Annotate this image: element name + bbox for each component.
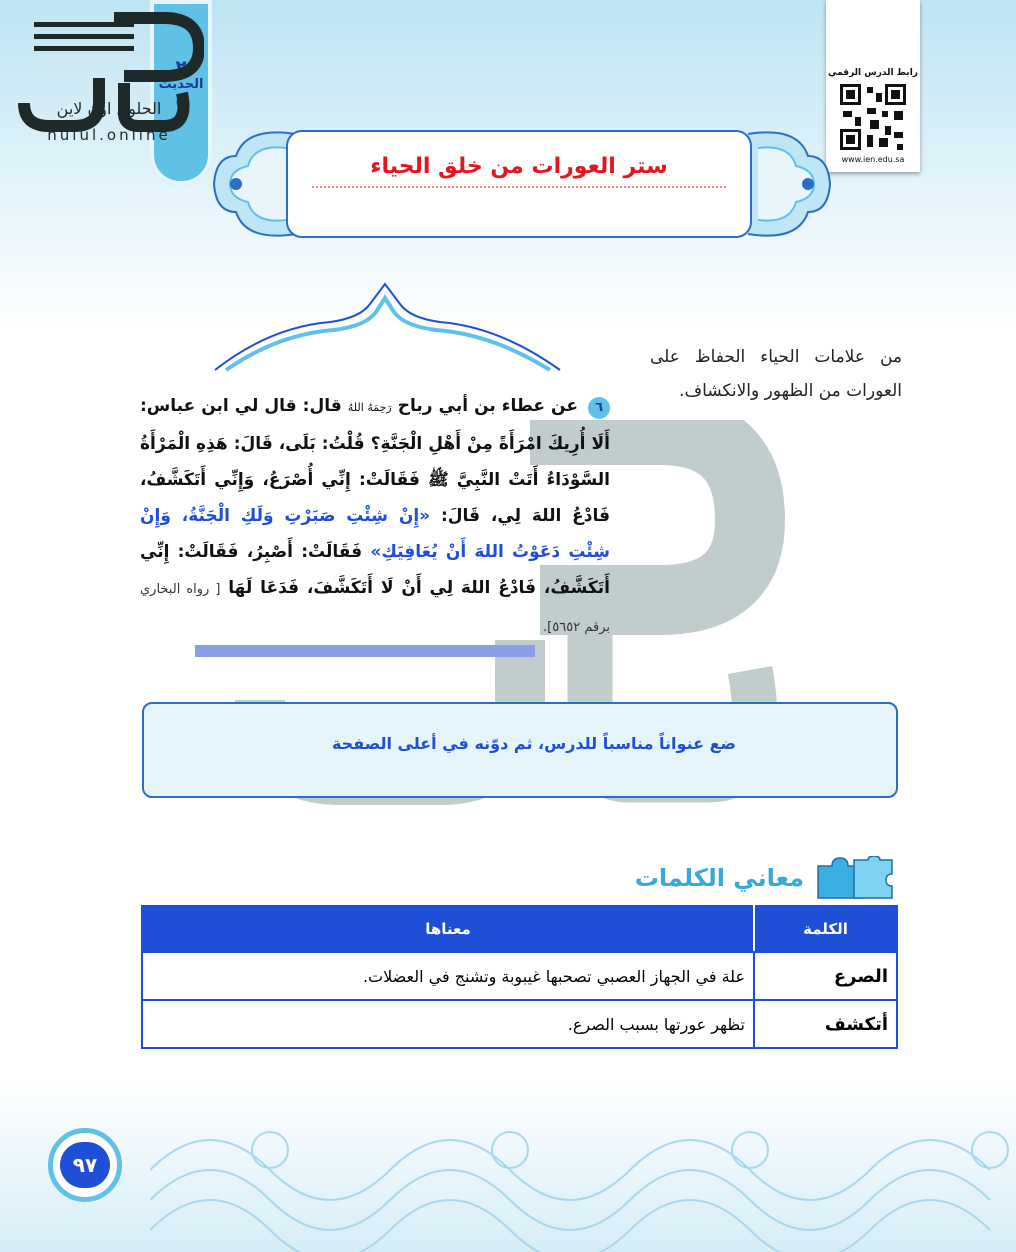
badge-line: الحديث <box>158 76 204 92</box>
ornament-right <box>746 126 838 242</box>
dome-decoration <box>210 282 630 372</box>
qr-code-icon[interactable] <box>837 81 909 153</box>
qr-url[interactable]: www.ien.edu.sa <box>841 155 905 164</box>
vocab-meaning: علة في الجهاز العصبي تصحبها غيبوبة وتشنج في العضلات. <box>142 952 754 1000</box>
logo-latin: hulul.online <box>47 126 171 144</box>
hadith-source: [ رواه البخاري برقم ٥٦٥٢]. <box>140 582 610 635</box>
column-header-meaning: معناها <box>142 906 754 952</box>
qr-card[interactable] <box>826 0 920 172</box>
lesson-title: ستر العورات من خلق الحياء <box>370 154 668 179</box>
qr-label: رابط الدرس الرقمي <box>828 68 918 78</box>
prophet-salutation: ﷺ <box>428 470 449 490</box>
puzzle-icon <box>814 856 896 900</box>
page-number: ٩٧ <box>60 1142 110 1188</box>
hadith-number: ٦ <box>588 397 610 419</box>
badge-number: ٥ <box>175 91 187 113</box>
vocab-meaning: تظهر عورتها بسبب الصرع. <box>142 1000 754 1048</box>
intro-paragraph: من علامات الحياء الحفاظ على العورات من الظهور والانكشاف. <box>650 347 902 401</box>
vocab-word: الصرع <box>754 952 897 1000</box>
hadith-text <box>140 388 610 646</box>
table-header-row <box>142 906 897 952</box>
hadith-part3: فَقَالَتْ: أَصْبِرُ، فَقَالَتْ: إِنِّي أَتَكَشَّفُ، فَادْعُ اللهَ لِي أَنْ لَا أَتَكَشَّفَ، فَدَعَا لَهَا <box>140 542 610 598</box>
table-row <box>142 952 897 1000</box>
prophet-words: «إِنْ شِئْتِ صَبَرْتِ وَلَكِ الْجَنَّةُ، وَإِنْ شِئْتِ دَعَوْتُ اللهَ أَنْ يُعَافِيَكِ» <box>140 506 610 562</box>
hadith-narrator: عن عطاء بن أبي رباح <box>397 396 578 416</box>
table-row <box>142 1000 897 1048</box>
title-underline <box>312 186 726 188</box>
column-header-word: الكلمة <box>754 906 897 952</box>
vocabulary-heading <box>635 856 896 900</box>
vocabulary-title: معاني الكلمات <box>634 864 804 892</box>
logo-brand: الحلول اون لاين <box>56 99 162 118</box>
hadith-narrator-honorific: رَحِمَهُ اللهُ <box>347 401 392 414</box>
hulul-logo <box>14 8 204 148</box>
activity-box[interactable] <box>142 702 898 798</box>
vocab-word: أتكشف <box>754 1000 897 1048</box>
footer-pattern <box>150 1090 1016 1252</box>
badge-unit: ٢ <box>175 57 187 78</box>
ornament-left <box>206 126 298 242</box>
vocabulary-table <box>141 905 898 1049</box>
activity-instruction: ضع عنواناً مناسباً للدرس، ثم دوّنه في أعلى الصفحة <box>331 734 736 753</box>
page-number-badge <box>48 1128 122 1202</box>
hadith-part1: قال: قال لي ابن عباس: أَلَا أُرِيكَ امْرَأَةً مِنْ أَهْلِ الْجَنَّةِ؟ قُلْتُ: بَلَى، قَالَ: هَذِهِ الْمَرْأَةُ السَّوْدَاءُ أَتَتْ النَّبِيَّ <box>140 396 610 490</box>
hadith-part2: فَقَالَتْ: إِنِّي أُصْرَعُ، وَإِنِّي أَتَكَشَّفُ، فَادْعُ اللهَ لِي، قَالَ: <box>140 470 610 526</box>
lesson-title-frame <box>286 130 752 238</box>
